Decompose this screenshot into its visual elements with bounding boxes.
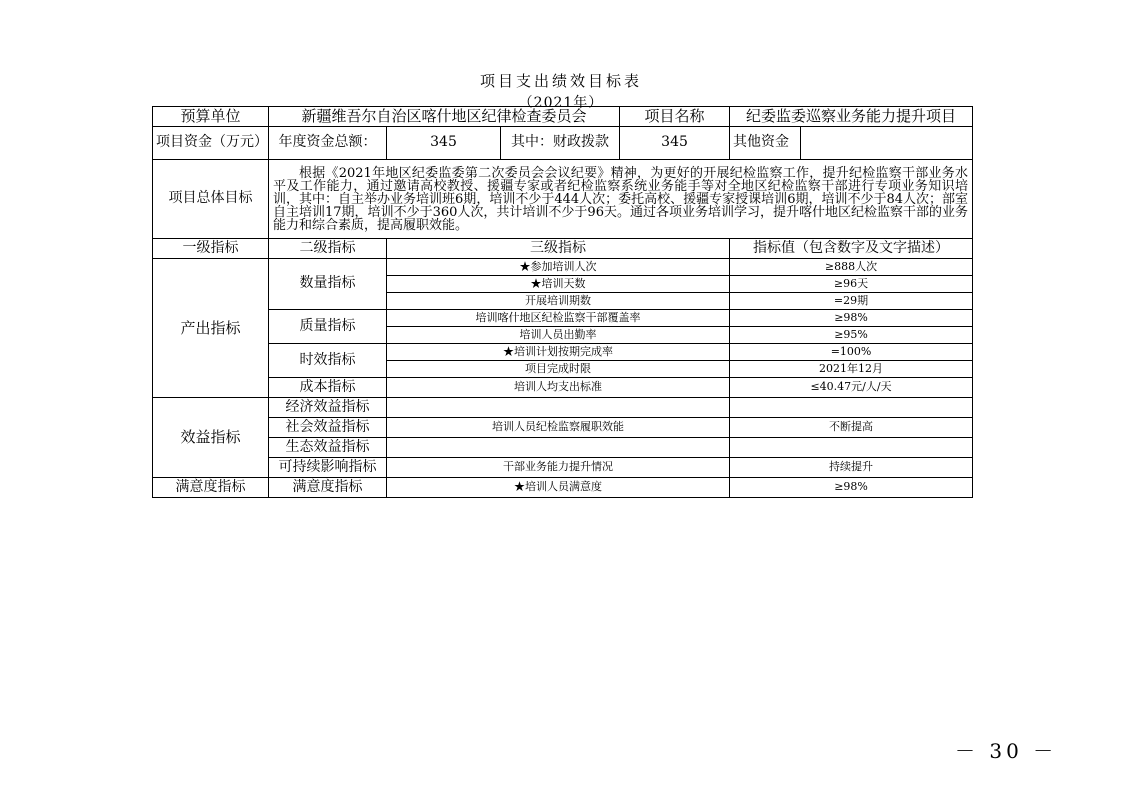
indicator-value: ≥98% <box>730 310 973 327</box>
sub-sustainable: 可持续影响指标 <box>269 458 387 478</box>
indicator-row <box>153 344 973 361</box>
indicator-value: 持续提升 <box>730 458 973 478</box>
indicator-value: ≤40.47元/人/天 <box>730 378 973 398</box>
indicator-value: =100% <box>730 344 973 361</box>
sub-timeliness: 时效指标 <box>269 344 387 378</box>
project-name-label: 项目名称 <box>620 107 730 127</box>
indicator-row <box>153 438 973 458</box>
indicator-name: ★培训天数 <box>387 276 730 293</box>
indicator-value <box>730 398 973 418</box>
table-year: （2021年） <box>518 95 604 111</box>
indicator-name: 开展培训期数 <box>387 293 730 310</box>
sub-economic: 经济效益指标 <box>269 398 387 418</box>
indicator-name: 培训人员纪检监察履职效能 <box>387 418 730 438</box>
funds-label: 项目资金（万元） <box>153 127 269 160</box>
project-name-value: 纪委监委巡察业务能力提升项目 <box>730 107 973 127</box>
indicator-row <box>153 478 973 498</box>
col-value: 指标值（包含数字及文字描述） <box>730 239 973 259</box>
indicator-name: 干部业务能力提升情况 <box>387 458 730 478</box>
sub-satisfaction: 满意度指标 <box>269 478 387 498</box>
indicator-value: =29期 <box>730 293 973 310</box>
sub-quantity: 数量指标 <box>269 259 387 310</box>
sub-ecological: 生态效益指标 <box>269 438 387 458</box>
goal-label: 项目总体目标 <box>153 160 269 239</box>
column-header-row <box>153 239 973 259</box>
sub-cost: 成本指标 <box>269 378 387 398</box>
indicator-value: ≥98% <box>730 478 973 498</box>
budget-unit-row <box>153 107 973 127</box>
fiscal-funds-value: 345 <box>620 127 730 160</box>
col-level3: 三级指标 <box>387 239 730 259</box>
indicator-value: 2021年12月 <box>730 361 973 378</box>
table-title: 项目支出绩效目标表 <box>479 72 642 90</box>
indicator-row <box>153 418 973 438</box>
budget-unit-label: 预算单位 <box>153 107 269 127</box>
indicator-row <box>153 398 973 418</box>
indicator-name <box>387 398 730 418</box>
group-output: 产出指标 <box>153 259 269 398</box>
indicator-value: 不断提高 <box>730 418 973 438</box>
indicator-row <box>153 458 973 478</box>
fiscal-funds-label: 其中：财政拨款 <box>501 127 620 160</box>
indicator-row <box>153 310 973 327</box>
annual-total-label: 年度资金总额： <box>269 127 387 160</box>
goal-text-cell <box>269 160 973 239</box>
page-number: － 30 － <box>955 739 1058 763</box>
indicator-row <box>153 378 973 398</box>
indicator-value <box>730 438 973 458</box>
col-level1: 一级指标 <box>153 239 269 259</box>
indicator-value: ≥96天 <box>730 276 973 293</box>
indicator-name: ★培训计划按期完成率 <box>387 344 730 361</box>
indicator-name: 项目完成时限 <box>387 361 730 378</box>
other-funds-value <box>801 127 973 160</box>
indicator-name: ★培训人员满意度 <box>387 478 730 498</box>
performance-target-table <box>152 106 973 498</box>
col-level2: 二级指标 <box>269 239 387 259</box>
indicator-name: 培训喀什地区纪检监察干部覆盖率 <box>387 310 730 327</box>
annual-total-value: 345 <box>387 127 501 160</box>
group-satisfaction: 满意度指标 <box>153 478 269 498</box>
indicator-name: 培训人均支出标准 <box>387 378 730 398</box>
goal-text: 根据《2021年地区纪委监委第二次委员会会议纪要》精神，为更好的开展纪检监察工作，提升纪检监察干部业务水平及工作能力，通过邀请高校教授、援疆专家或者纪检监察系统业务能手等对全地区纪检监察干部进行专项业务知识培训，其中：自主举办业务培训班6期，培训不少于444人次；委托高校、援疆专家授课培训6期，培训不少于84人次；部室自主培训17期，培训不少于360人次，共计培训不少于96天。通过各项业务培训学习，提升喀什地区纪检监察干部的业务能力和综合素质，提高履职效能。 <box>273 165 969 233</box>
budget-unit-value: 新疆维吾尔自治区喀什地区纪律检查委员会 <box>269 107 620 127</box>
indicator-name: ★参加培训人次 <box>387 259 730 276</box>
sub-quality: 质量指标 <box>269 310 387 344</box>
sub-social: 社会效益指标 <box>269 418 387 438</box>
indicator-name <box>387 438 730 458</box>
funds-row <box>153 127 973 160</box>
goal-row <box>153 160 973 239</box>
indicator-name: 培训人员出勤率 <box>387 327 730 344</box>
group-benefit: 效益指标 <box>153 398 269 478</box>
indicator-value: ≥95% <box>730 327 973 344</box>
indicator-row <box>153 259 973 276</box>
indicator-value: ≥888人次 <box>730 259 973 276</box>
other-funds-label: 其他资金 <box>730 127 801 160</box>
